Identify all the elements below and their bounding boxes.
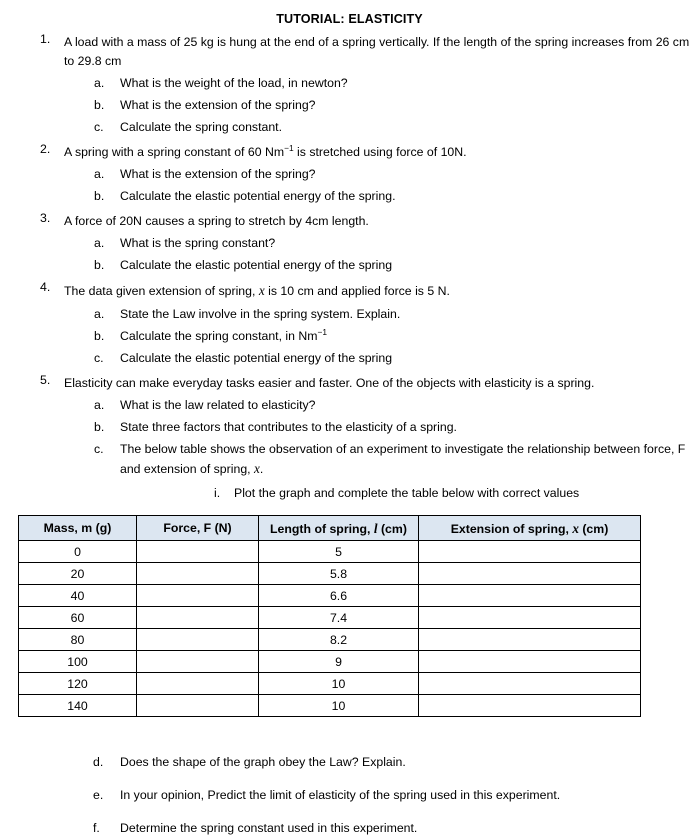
cell-mass: 80 xyxy=(19,629,137,651)
sub-text-5c xyxy=(120,440,699,480)
question-text-2 xyxy=(64,143,699,162)
sub-text-4b-pre: Calculate the spring constant, in Nm xyxy=(120,328,318,343)
column-header-mass-pre: Mass, m (g) xyxy=(43,521,112,536)
question-text-4-pre: The data given extension of spring, xyxy=(64,284,259,299)
sub-text-3a: What is the spring constant? xyxy=(120,236,276,251)
sub-text-3b: Calculate the elastic potential energy of the spring xyxy=(120,258,393,273)
sub-text-5c-variable: x xyxy=(254,460,260,476)
roman-marker-i: i. xyxy=(214,486,221,501)
question-number-2: 2. xyxy=(40,141,51,156)
cell-extension[interactable] xyxy=(419,651,641,673)
sub-marker-1c: c. xyxy=(94,119,104,134)
cell-mass: 140 xyxy=(19,695,137,717)
sub-marker-4a: a. xyxy=(94,306,105,321)
sub-item-5e xyxy=(0,786,699,805)
cell-extension[interactable] xyxy=(419,629,641,651)
question-list xyxy=(0,33,699,504)
sub-list-5 xyxy=(64,396,699,480)
sub-text-5b: State three factors that contributes to the elasticity of a spring. xyxy=(120,419,457,434)
cell-length: 5.8 xyxy=(259,563,419,585)
cell-extension[interactable] xyxy=(419,541,641,563)
cell-extension[interactable] xyxy=(419,563,641,585)
sub-list-4 xyxy=(64,305,699,368)
sub-marker-2a: a. xyxy=(94,166,105,181)
question-item-2 xyxy=(0,143,699,206)
trailing-sub-list xyxy=(0,753,699,838)
sub-item-5a xyxy=(64,396,699,415)
cell-mass: 100 xyxy=(19,651,137,673)
sub-text-4b xyxy=(120,327,699,346)
sub-text-4a: State the Law involve in the spring system. Explain. xyxy=(120,306,401,321)
sub-item-5b xyxy=(64,418,699,437)
cell-extension[interactable] xyxy=(419,695,641,717)
sub-item-3a xyxy=(64,234,699,253)
table-spacer xyxy=(0,717,699,739)
table-row xyxy=(19,541,641,563)
sub-item-1a xyxy=(64,74,699,93)
cell-length: 10 xyxy=(259,695,419,717)
column-header-extension xyxy=(419,516,641,541)
sub-marker-4c: c. xyxy=(94,350,104,365)
sub-marker-4b: b. xyxy=(94,328,105,343)
sub-marker-5e: e. xyxy=(93,788,104,803)
cell-force[interactable] xyxy=(137,607,259,629)
cell-mass: 40 xyxy=(19,585,137,607)
cell-force[interactable] xyxy=(137,673,259,695)
sub-list-1 xyxy=(64,74,699,137)
table-row xyxy=(19,673,641,695)
table-row xyxy=(19,651,641,673)
column-header-extension-post: (cm) xyxy=(578,521,609,536)
cell-mass: 20 xyxy=(19,563,137,585)
roman-text-i: Plot the graph and complete the table below with correct values xyxy=(234,486,580,501)
cell-length: 10 xyxy=(259,673,419,695)
sub-text-1b: What is the extension of the spring? xyxy=(120,97,316,112)
page-title: TUTORIAL: ELASTICITY xyxy=(276,12,423,26)
sub-item-1c xyxy=(64,118,699,137)
cell-mass: 0 xyxy=(19,541,137,563)
sub-marker-5a: a. xyxy=(94,397,105,412)
cell-length: 9 xyxy=(259,651,419,673)
sub-text-5e: In your opinion, Predict the limit of elasticity of the spring used in this experiment. xyxy=(120,788,561,803)
table-head xyxy=(19,516,641,541)
column-header-mass xyxy=(19,516,137,541)
table-row xyxy=(19,695,641,717)
question-text-4 xyxy=(64,281,699,301)
question-text-2-exponent: −1 xyxy=(284,142,294,153)
column-header-length-variable: l xyxy=(373,520,378,536)
sub-list-2 xyxy=(64,165,699,206)
sub-text-2b: Calculate the elastic potential energy of the spring. xyxy=(120,188,396,203)
cell-length: 7.4 xyxy=(259,607,419,629)
table-body xyxy=(19,541,641,717)
cell-force[interactable] xyxy=(137,651,259,673)
sub-marker-5f: f. xyxy=(93,821,100,836)
sub-marker-2b: b. xyxy=(94,188,105,203)
sub-item-4c xyxy=(64,349,699,368)
column-header-length xyxy=(259,516,419,541)
table-row xyxy=(19,629,641,651)
sub-marker-3b: b. xyxy=(94,258,105,273)
sub-marker-1a: a. xyxy=(94,75,105,90)
table-header-row xyxy=(19,516,641,541)
sub-text-1c: Calculate the spring constant. xyxy=(120,119,283,134)
cell-length: 8.2 xyxy=(259,629,419,651)
column-header-extension-pre: Extension of spring, xyxy=(450,521,573,536)
question-item-4 xyxy=(0,281,699,368)
column-header-extension-variable: x xyxy=(572,520,579,536)
experiment-table-wrapper xyxy=(18,515,640,717)
sub-text-4b-exponent: −1 xyxy=(317,326,328,337)
table-row xyxy=(19,563,641,585)
sub-text-5f: Determine the spring constant used in this experiment. xyxy=(120,821,418,836)
question-number-4: 4. xyxy=(40,280,51,295)
cell-length: 5 xyxy=(259,541,419,563)
experiment-data-table xyxy=(18,515,641,717)
sub-text-5c-pre: The below table shows the observation of an experiment to investigate the relationship between force, F and extension of spring, xyxy=(120,441,686,476)
question-text-4-post: is 10 cm and applied force is 5 N. xyxy=(264,284,450,299)
table-row xyxy=(19,585,641,607)
sub-item-5f xyxy=(0,819,699,838)
column-header-force xyxy=(137,516,259,541)
column-header-force-pre: Force, F (N) xyxy=(163,521,232,536)
question-text-2-post: is stretched using force of 10N. xyxy=(293,144,467,159)
cell-extension[interactable] xyxy=(419,607,641,629)
cell-mass: 120 xyxy=(19,673,137,695)
sub-item-4a xyxy=(64,305,699,324)
cell-mass: 60 xyxy=(19,607,137,629)
cell-force[interactable] xyxy=(137,629,259,651)
column-header-length-pre: Length of spring, xyxy=(270,521,374,536)
question-text-5: Elasticity can make everyday tasks easier and faster. One of the objects with elasticity is a spring. xyxy=(64,375,595,390)
cell-force[interactable] xyxy=(137,563,259,585)
sub-item-4b xyxy=(64,327,699,346)
sub-text-5a: What is the law related to elasticity? xyxy=(120,397,316,412)
sub-item-5d xyxy=(0,753,699,772)
cell-length: 6.6 xyxy=(259,585,419,607)
column-header-length-post: (cm) xyxy=(377,521,407,536)
sub-marker-5c: c. xyxy=(94,441,104,456)
sub-marker-3a: a. xyxy=(94,236,105,251)
sub-marker-1b: b. xyxy=(94,97,105,112)
question-text-1: A load with a mass of 25 kg is hung at the end of a spring vertically. If the length of the spring increases from 26 cm to 29.8 cm xyxy=(64,34,690,68)
table-row xyxy=(19,607,641,629)
question-number-1: 1. xyxy=(40,31,51,46)
sub-item-1b xyxy=(64,96,699,115)
sub-text-1a: What is the weight of the load, in newton? xyxy=(120,75,348,90)
sub-text-5d: Does the shape of the graph obey the Law? Explain. xyxy=(120,755,406,770)
cell-force[interactable] xyxy=(137,541,259,563)
question-number-3: 3. xyxy=(40,210,51,225)
question-item-3 xyxy=(0,212,699,275)
sub-marker-5b: b. xyxy=(94,419,105,434)
document-page xyxy=(0,13,699,835)
question-text-3: A force of 20N causes a spring to stretch by 4cm length. xyxy=(64,213,369,228)
roman-item-i xyxy=(64,484,699,503)
sub-item-2a xyxy=(64,165,699,184)
sub-text-2a: What is the extension of the spring? xyxy=(120,166,316,181)
sub-marker-5d: d. xyxy=(93,755,104,770)
question-item-1 xyxy=(0,33,699,137)
sub-item-2b xyxy=(64,187,699,206)
sub-list-3 xyxy=(64,234,699,275)
question-text-2-pre: A spring with a spring constant of 60 Nm xyxy=(64,144,285,159)
question-text-4-variable: x xyxy=(258,283,265,299)
cell-force[interactable] xyxy=(137,585,259,607)
cell-extension[interactable] xyxy=(419,673,641,695)
sub-item-3b xyxy=(64,256,699,275)
question-number-5: 5. xyxy=(40,372,51,387)
sub-text-4c: Calculate the elastic potential energy of the spring xyxy=(120,350,393,365)
cell-force[interactable] xyxy=(137,695,259,717)
sub-text-5c-post: . xyxy=(259,461,264,476)
sub-item-5c xyxy=(64,440,699,480)
cell-extension[interactable] xyxy=(419,585,641,607)
question-item-5 xyxy=(0,374,699,504)
